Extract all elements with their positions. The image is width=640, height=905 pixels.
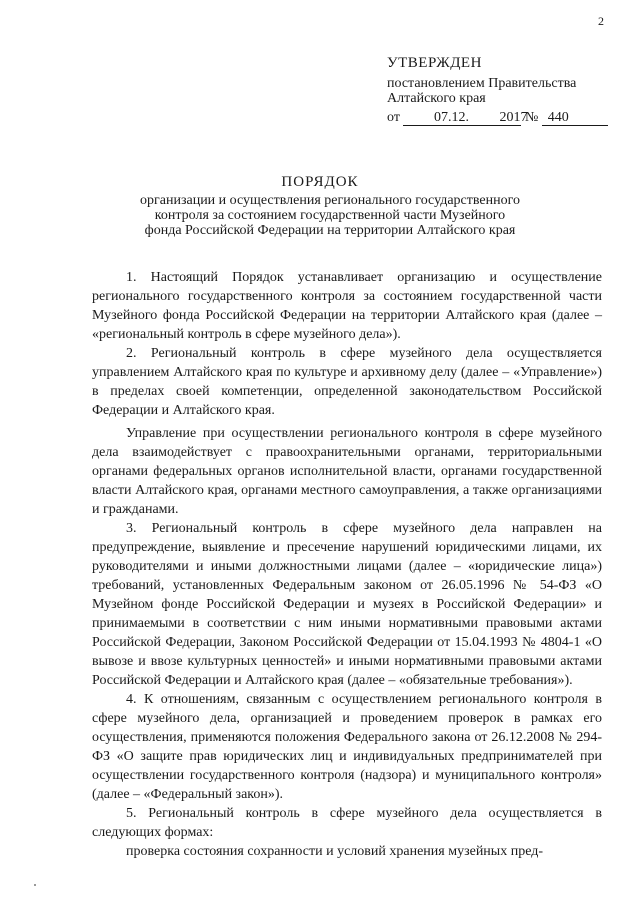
- approval-title: УТВЕРЖДЕН: [387, 55, 482, 71]
- approval-prefix: от: [387, 110, 400, 125]
- approval-year: 2017: [499, 110, 528, 125]
- paragraph-2: 2. Региональный контроль в сфере музейного дела осуществляется управлением Алтайского края по культуре и архивному делу (далее – «Управление») в пределах своей компетенции, определенной законодательством Российской Федерации и Алтайского края.: [92, 346, 602, 418]
- scan-mark: [34, 884, 36, 886]
- approval-number: 440: [542, 111, 608, 126]
- approval-line-2: Алтайского края: [387, 91, 486, 106]
- paragraph-6: 5. Региональный контроль в сфере музейного дела осуществляется в следующих формах:: [92, 806, 602, 840]
- document-body: [92, 268, 602, 861]
- paragraph-1: 1. Настоящий Порядок устанавливает организацию и осуществление регионального государственного контроля за состоянием государственной части Музейного фонда Российской Федерации на территории Алтайского края (далее – «региональный контроль в сфере музейного дела»).: [92, 270, 602, 342]
- approval-stamp: [387, 56, 608, 126]
- paragraph-3: Управление при осуществлении регионального контроля в сфере музейного дела взаимодействует с правоохранительными органами, территориальными органами федеральных органов исполнительной власти, органами государственной власти Алтайского края, органами местного самоуправления, а также организациями и гражданами.: [92, 426, 602, 517]
- document-subtitle: организации и осуществления регионального государственного контроля за состоянием государственной части Музейного фонда Российской Федерации на территории Алтайского края: [140, 193, 520, 238]
- paragraph-7: проверка состояния сохранности и условий хранения музейных пред-: [126, 844, 544, 859]
- approval-number-sign: №: [524, 110, 539, 125]
- paragraph-4: 3. Региональный контроль в сфере музейного дела направлен на предупреждение, выявление и пресечение нарушений юридическими лицами, их руководителями и иными должностными лицами (далее – «юридические лица») требований, установленных Федеральным законом от 26.05.1996 № 54-ФЗ «О Музейном фонде Российской Федерации и музеях в Российской Федерации» и принимаемыми в соответствии с ним иными нормативными правовыми актами Российской Федерации, Законом Российской Федерации от 15.04.1993 № 4804-1 «О вывозе и ввозе культурных ценностей» и иными нормативными правовыми актами Российской Федерации и Алтайского края (далее – «обязательные требования»).: [92, 521, 602, 688]
- approval-date-row: [387, 110, 608, 126]
- approval-line-1: постановлением Правительства: [387, 76, 577, 91]
- paragraph-5: 4. К отношениям, связанным с осуществлением регионального контроля в сфере музейного дела, организацией и проведением проверок в рамках его осуществления, применяются положения Федерального закона от 26.12.2008 № 294-ФЗ «О защите прав юридических лиц и индивидуальных предпринимателей при осуществлении государственного контроля (надзора) и муниципального контроля» (далее – «Федеральный закон»).: [92, 692, 602, 802]
- document-title: ПОРЯДОК: [281, 174, 359, 190]
- page-number: 2: [598, 14, 604, 28]
- approval-date: 07.12.: [403, 111, 499, 126]
